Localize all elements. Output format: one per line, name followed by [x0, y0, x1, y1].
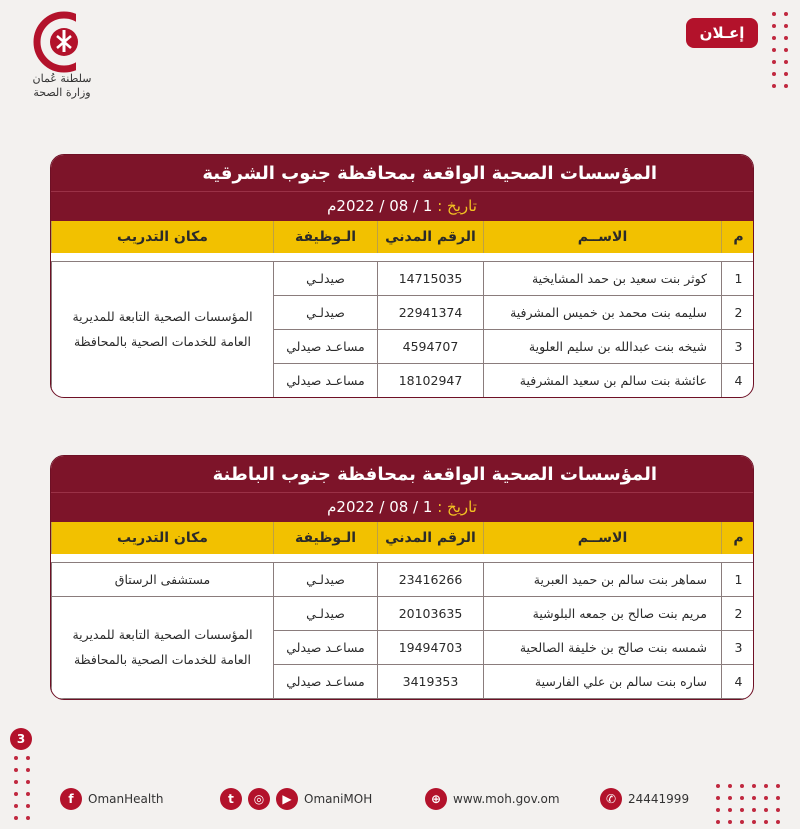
- trainees-table: [51, 221, 754, 398]
- phone-icon: ✆: [600, 788, 622, 810]
- trainees-table: [51, 522, 754, 699]
- row-number: 3: [722, 630, 755, 664]
- twitter-icon: t: [220, 788, 242, 810]
- trainee-name: مريم بنت صالح بن جمعه البلوشية: [484, 596, 722, 630]
- col-header-place: مكان التدريب: [52, 221, 274, 253]
- instagram-icon: ◎: [248, 788, 270, 810]
- ministry-name: سلطنة عُمان وزارة الصحة: [32, 72, 92, 99]
- table-card-south-batinah: [50, 455, 754, 700]
- row-number: 1: [722, 562, 755, 596]
- job-title: مساعـد صيدلي: [274, 630, 378, 664]
- col-header-name: الاســم: [484, 221, 722, 253]
- col-header-m: م: [722, 221, 755, 253]
- table-card-south-sharqiyah: [50, 154, 754, 398]
- table-row: [52, 562, 755, 596]
- row-number: 1: [722, 261, 755, 295]
- civil-id: 3419353: [378, 664, 484, 698]
- trainee-name: كوثر بنت سعيد بن حمد المشايخية: [484, 261, 722, 295]
- row-number: 2: [722, 596, 755, 630]
- row-number: 4: [722, 664, 755, 698]
- card-header: [51, 456, 753, 522]
- job-title: صيدلـي: [274, 295, 378, 329]
- civil-id: 23416266: [378, 562, 484, 596]
- card-title: المؤسسات الصحية الواقعة بمحافظة جنوب الباطنة: [212, 464, 657, 485]
- facebook-icon: f: [60, 788, 82, 810]
- training-place: مستشفى الرستاق: [52, 562, 274, 596]
- announcement-badge: إعـلان: [686, 18, 758, 48]
- table-row: [52, 596, 755, 630]
- job-title: صيدلـي: [274, 261, 378, 295]
- col-header-id: الرقم المدني: [378, 522, 484, 554]
- card-date: تاريخ : 1 / 08 / 2022م: [327, 197, 477, 215]
- globe-icon: ⊕: [425, 788, 447, 810]
- decorative-dots: [10, 752, 34, 822]
- civil-id: 18102947: [378, 363, 484, 397]
- card-title: المؤسسات الصحية الواقعة بمحافظة جنوب الشرقية: [202, 163, 657, 184]
- row-number: 2: [722, 295, 755, 329]
- trainee-name: ساره بنت سالم بن علي الفارسية: [484, 664, 722, 698]
- trainee-name: سماهر بنت سالم بن حميد العبرية: [484, 562, 722, 596]
- job-title: مساعـد صيدلي: [274, 664, 378, 698]
- col-header-id: الرقم المدني: [378, 221, 484, 253]
- row-number: 3: [722, 329, 755, 363]
- col-header-job: الـوظيفة: [274, 221, 378, 253]
- civil-id: 4594707: [378, 329, 484, 363]
- card-date: تاريخ : 1 / 08 / 2022م: [327, 498, 477, 516]
- row-number: 4: [722, 363, 755, 397]
- trainee-name: عائشة بنت سالم بن سعيد المشرفية: [484, 363, 722, 397]
- job-title: مساعـد صيدلي: [274, 329, 378, 363]
- civil-id: 14715035: [378, 261, 484, 295]
- page-number: 3: [10, 728, 32, 750]
- civil-id: 20103635: [378, 596, 484, 630]
- website-link[interactable]: ⊕ www.moh.gov.om: [425, 788, 600, 810]
- col-header-name: الاســم: [484, 522, 722, 554]
- job-title: مساعـد صيدلي: [274, 363, 378, 397]
- col-header-job: الـوظيفة: [274, 522, 378, 554]
- job-title: صيدلـي: [274, 596, 378, 630]
- social-links[interactable]: t ◎ ▶ OmaniMOH: [220, 788, 425, 810]
- job-title: صيدلـي: [274, 562, 378, 596]
- phone-link[interactable]: ✆ 24441999: [600, 788, 689, 810]
- training-place: المؤسسات الصحية التابعة للمديرية العامة للخدمات الصحية بالمحافظة: [52, 596, 274, 698]
- decorative-dots: [768, 8, 792, 90]
- civil-id: 19494703: [378, 630, 484, 664]
- trainee-name: سليمه بنت محمد بن خميس المشرفية: [484, 295, 722, 329]
- col-header-place: مكان التدريب: [52, 522, 274, 554]
- table-row: [52, 261, 755, 295]
- civil-id: 22941374: [378, 295, 484, 329]
- facebook-link[interactable]: f OmanHealth: [60, 788, 220, 810]
- footer-contacts: [60, 784, 700, 814]
- trainee-name: شيخه بنت عبدالله بن سليم العلوية: [484, 329, 722, 363]
- decorative-dots: [712, 780, 782, 824]
- youtube-icon: ▶: [276, 788, 298, 810]
- trainee-name: شمسه بنت صالح بن خليفة الصالحية: [484, 630, 722, 664]
- training-place: المؤسسات الصحية التابعة للمديرية العامة للخدمات الصحية بالمحافظة: [52, 261, 274, 397]
- col-header-m: م: [722, 522, 755, 554]
- card-header: [51, 155, 753, 221]
